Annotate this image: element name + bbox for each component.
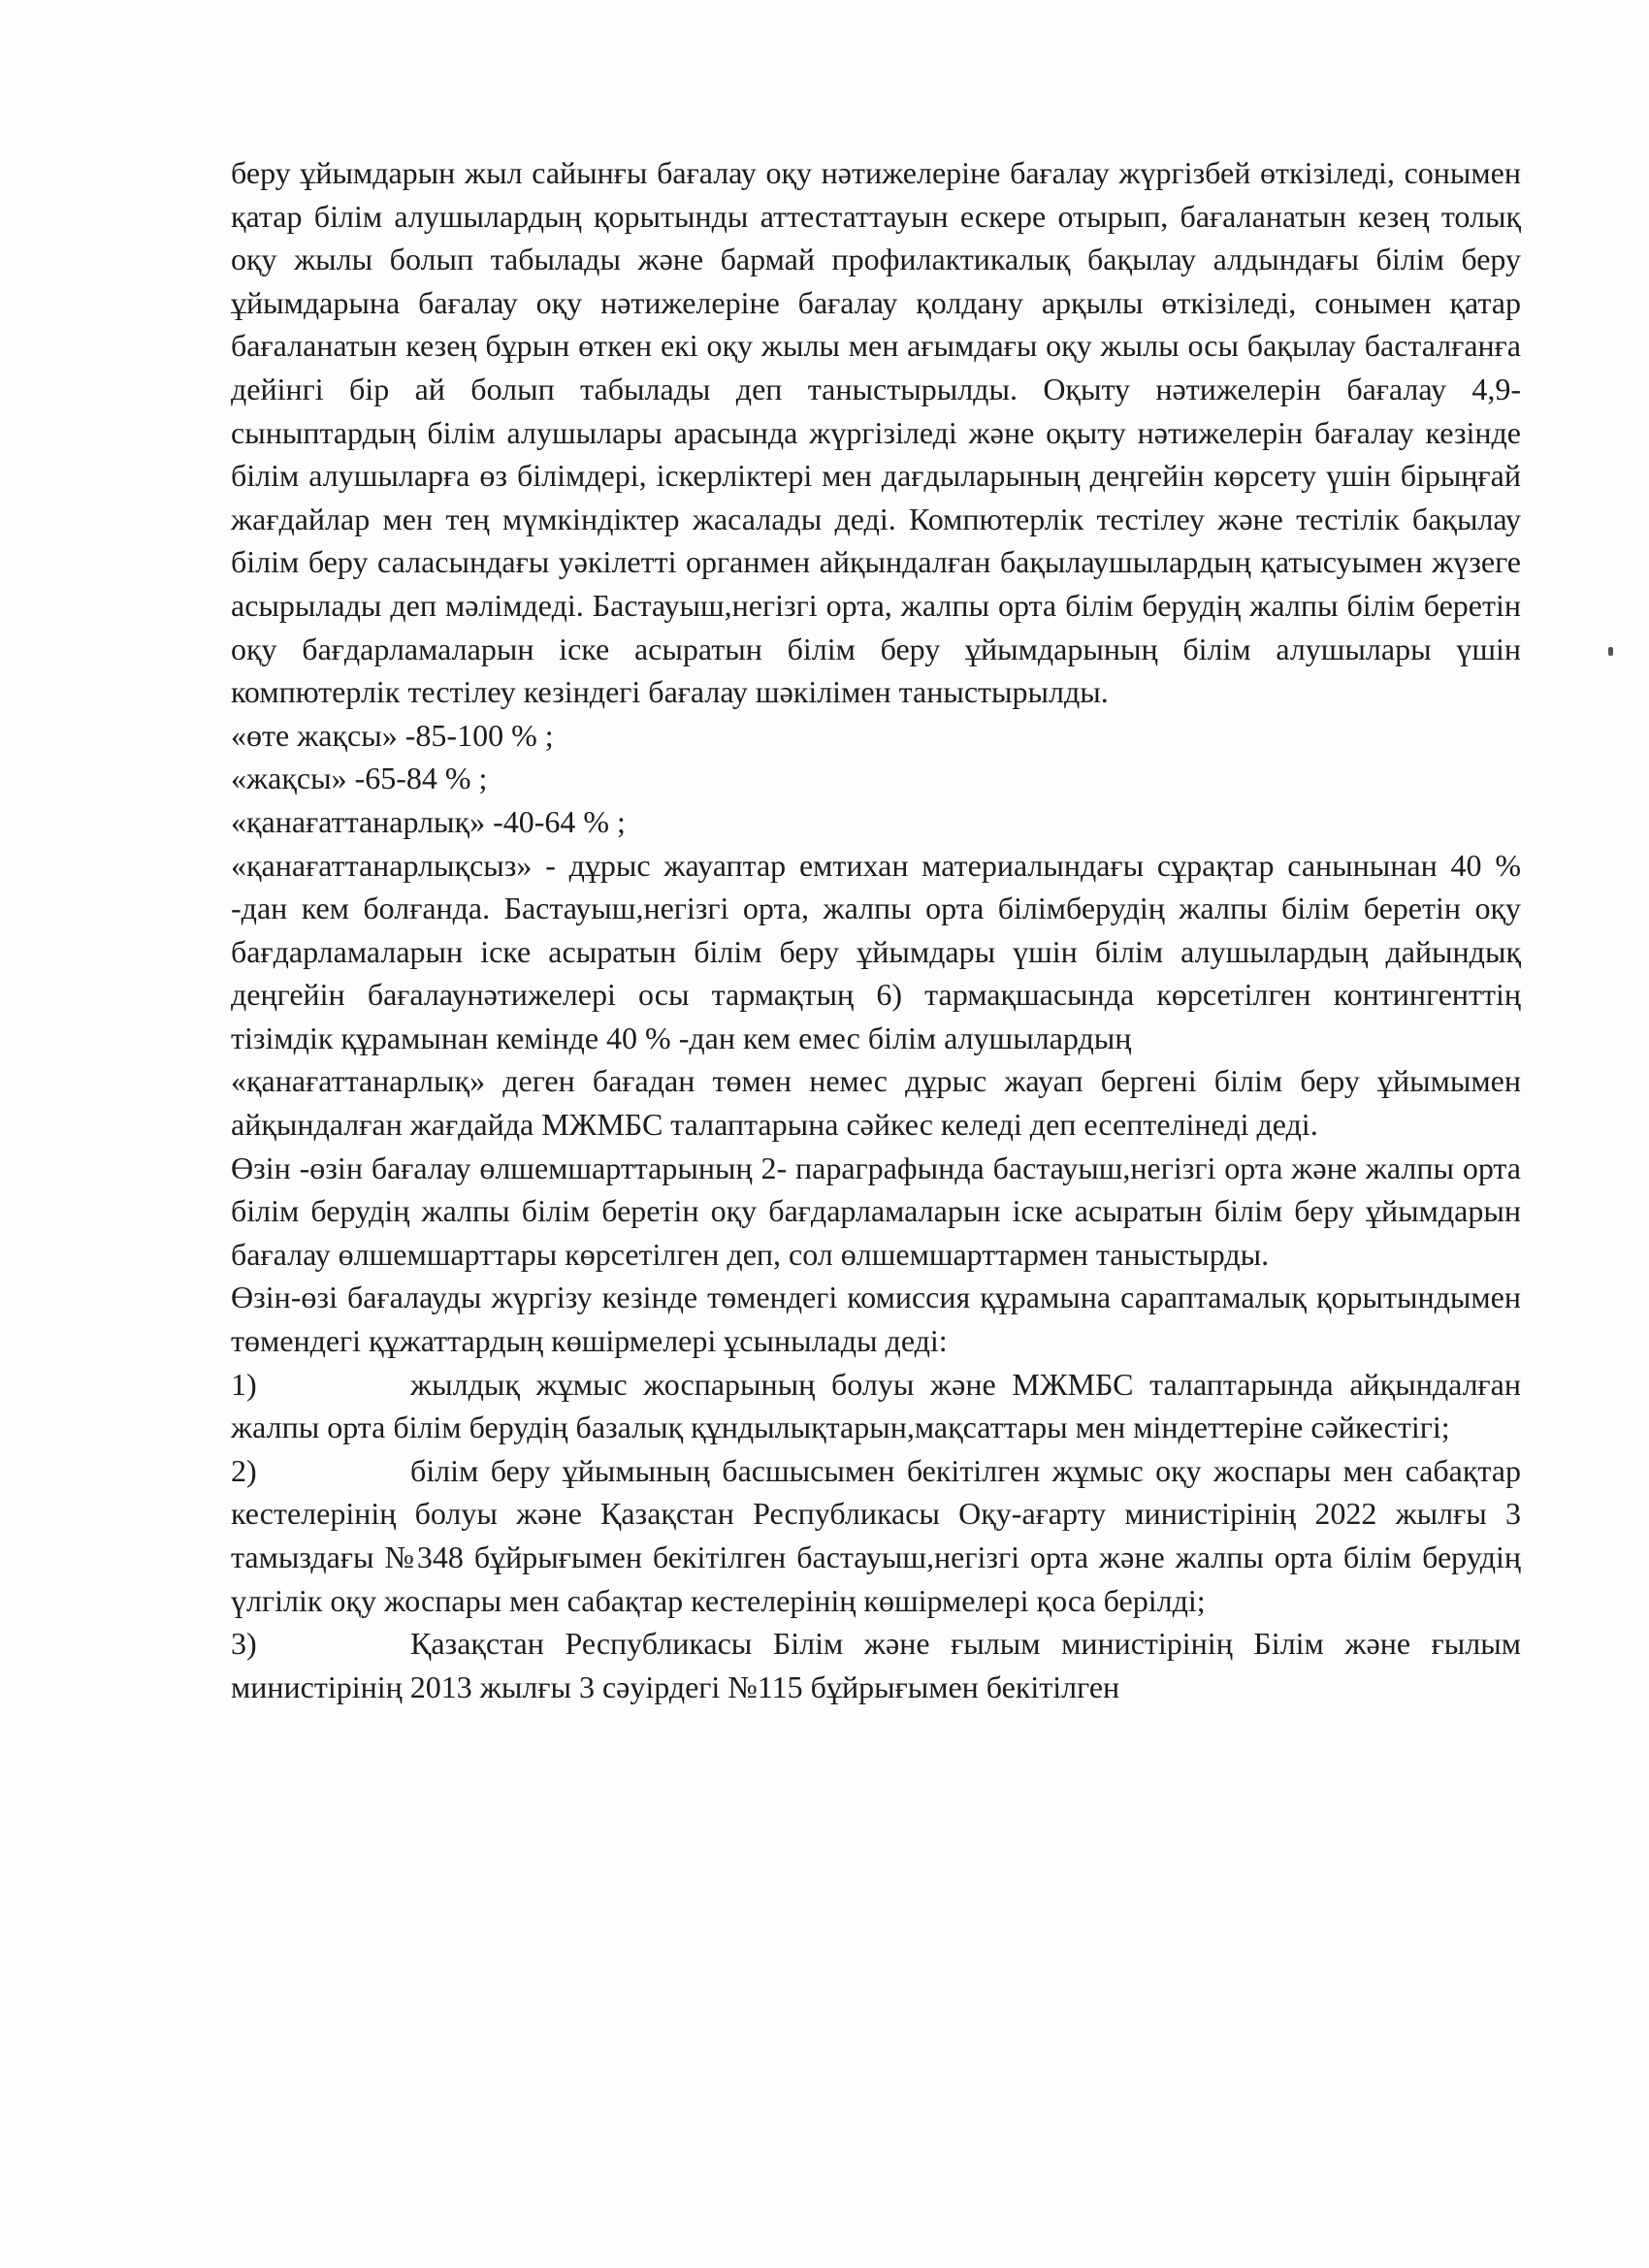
documents-intro-paragraph: Өзін-өзі бағалауды жүргізу кезінде төмендегі комиссия құрамына сараптамалық қорытындымен төмендегі құжаттардың көшірмелері ұсынылады деді: (231, 1280, 1521, 1359)
list-item-1 (231, 1363, 1521, 1449)
unsatisfactory-continuation: «қанағаттанарлық» деген бағадан төмен немес дұрыс жауап бергені білім беру ұйымымен айқындалған жағдайда МЖМБС талаптарына сәйкес келеді деп есептелінеді деді. (231, 1063, 1521, 1143)
unsatisfactory-paragraph: «қанағаттанарлықсыз» - дұрыс жауаптар емтихан материалындағы сұрақтар санынынан 40 % -дан кем болғанда. Бастауыш,негізгі орта, жалпы орта білімберудің жалпы білім беретін оқу бағдарламаларын іске асыратын білім беру ұйымдары үшін білім алушылардың дайындық деңгейін бағалаунәтижелері осы тармақтың 6) тармақшасында көрсетілген контингенттің тізімдік құрамынан кемінде 40 % -дан кем емес білім алушылардың (231, 847, 1521, 1055)
grade-satisfactory: «қанағаттанарлық» -40-64 % ; (231, 803, 626, 839)
list-item-2 (231, 1449, 1521, 1622)
self-assessment-paragraph: Өзін -өзін бағалау өлшемшарттарының 2- параграфында бастауыш,негізгі орта және жалпы орта білім берудің жалпы білім беретін оқу бағдарламаларын іске асыратын білім беру ұйымдарын бағалау өлшемшарттары көрсетілген деп, сол өлшемшарттармен таныстырды. (231, 1150, 1521, 1272)
list-item-text: Қазақстан Республикасы Білім және ғылым министірінің Білім және ғылым министірінің 2013 жылғы 3 сәуірдегі №115 бұйрығымен бекітілген (231, 1626, 1521, 1704)
list-number: 2) (231, 1452, 257, 1488)
list-item-text: жылдық жұмыс жоспарының болуы және МЖМБС талаптарында айқындалған жалпы орта білім берудің базалық құндылықтарын,мақсаттары мен міндеттеріне сәйкестігі; (231, 1366, 1521, 1445)
list-number: 3) (231, 1626, 257, 1662)
grade-excellent: «өте жақсы» -85-100 % ; (231, 717, 554, 753)
list-number: 1) (231, 1366, 257, 1402)
scan-speck (1608, 647, 1613, 656)
intro-paragraph: беру ұйымдарын жыл сайынғы бағалау оқу нәтижелеріне бағалау жүргізбей өткізіледі, сонымен қатар білім алушылардың қорытынды аттестаттауын ескере отырып, бағаланатын кезең толық оқу жылы болып табылады және бармай профилактикалық бақылау алдындағы білім беру ұйымдарына бағалау оқу нәтижелеріне бағалау қолдану арқылы өткізіледі, сонымен қатар бағаланатын кезең бұрын өткен екі оқу жылы мен ағымдағы оқу жылы осы бақылау басталғанға дейінгі бір ай болып табылады деп таныстырылды. Оқыту нәтижелерін бағалау 4,9-сыныптардың білім алушылары арасында жүргізіледі және оқыту нәтижелерін бағалау кезінде білім алушыларға өз білімдері, іскерліктері мен дағдыларының деңгейін көрсету үшін бірыңғай жағдайлар мен тең мүмкіндіктер жасалады деді. Компютерлік тестілеу және тестілік бақылау білім беру саласындағы уәкілетті органмен айқындалған бақылаушылардың қатысуымен жүзеге асырылады деп мәлімдеді. Бастауыш,негізгі орта, жалпы орта білім берудің жалпы білім беретін оқу бағдарламаларын іске асыратын білім беру ұйымдарының білім алушылары үшін компютерлік тестілеу кезіндегі бағалау шәкілімен таныстырылды. (231, 155, 1521, 710)
document-body (231, 151, 1521, 1708)
grade-good: «жақсы» -65-84 % ; (231, 761, 488, 796)
list-item-text: білім беру ұйымының басшысымен бекітілген жұмыс оқу жоспары мен сабақтар кестелерінің болуы және Қазақстан Республикасы Оқу-ағарту министірінің 2022 жылғы 3 тамыздағы №348 бұйрығымен бекітілген бастауыш,негізгі орта және жалпы орта білім берудің үлгілік оқу жоспары мен сабақтар кестелерінің көшірмелері қоса берілді; (231, 1452, 1521, 1618)
list-item-3 (231, 1622, 1521, 1708)
